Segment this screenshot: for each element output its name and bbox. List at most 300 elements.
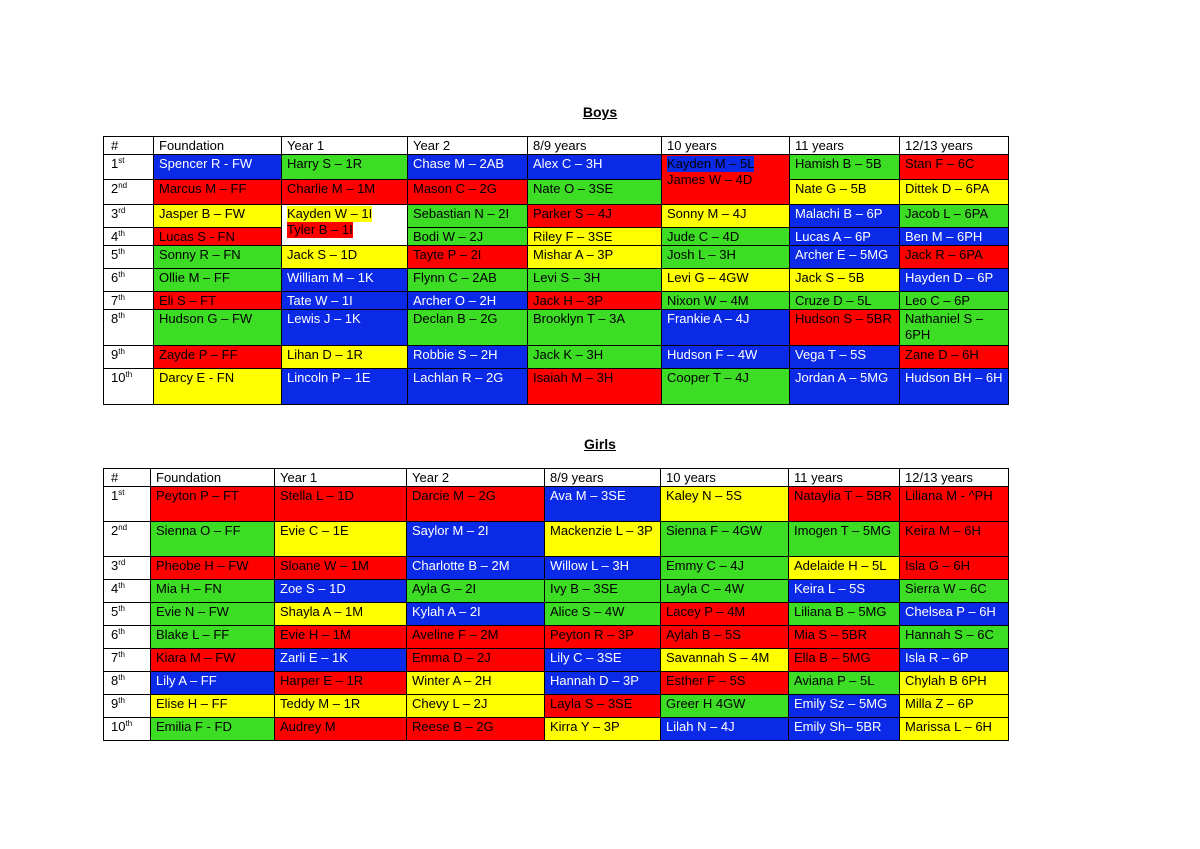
student-name: Aylah B – 5S: [666, 627, 741, 642]
student-name: Frankie A – 4J: [667, 311, 750, 326]
student-cell: [282, 292, 408, 310]
column-header: 11 years: [789, 469, 900, 487]
student-cell: [282, 310, 408, 346]
student-name: Levi G – 4GW: [667, 270, 749, 285]
student-cell: [408, 246, 528, 269]
student-name: Jacob L – 6PA: [905, 206, 989, 221]
student-cell: [407, 603, 545, 626]
column-header: Year 2: [408, 137, 528, 155]
student-name: Jack S – 5B: [795, 270, 865, 285]
student-name: Jordan A – 5MG: [795, 370, 889, 385]
student-cell: [662, 155, 790, 205]
student-name: Isaiah M – 3H: [533, 370, 614, 385]
student-name: Lucas A – 6P: [795, 229, 871, 244]
student-cell: [528, 310, 662, 346]
rank-cell: [104, 603, 151, 626]
student-name: Savannah S – 4M: [666, 650, 770, 665]
student-cell: [407, 695, 545, 718]
table-row: [104, 228, 1009, 246]
student-cell: [900, 310, 1009, 346]
student-cell: [900, 522, 1009, 557]
student-name: Lily A – FF: [156, 673, 217, 688]
student-name: Aviana P – 5L: [794, 673, 875, 688]
student-name: Chase M – 2AB: [413, 156, 505, 171]
student-cell: [407, 557, 545, 580]
rank-suffix: th: [118, 696, 125, 705]
student-name: Lachlan R – 2G: [413, 370, 504, 385]
student-cell: [900, 487, 1009, 522]
student-name: James W – 4D: [667, 172, 753, 187]
boys-title: Boys: [582, 104, 618, 120]
student-cell: [661, 649, 789, 672]
student-name: Alice S – 4W: [550, 604, 625, 619]
rank-number: 2: [111, 523, 119, 538]
student-name: Keira M – 6H: [905, 523, 981, 538]
student-name: Kylah A – 2I: [412, 604, 481, 619]
student-cell: [154, 246, 282, 269]
rank-number: 1: [111, 488, 119, 503]
rank-cell: [104, 487, 151, 522]
student-name: Mia S – 5BR: [794, 627, 867, 642]
student-cell: [408, 180, 528, 205]
student-name: Layla C – 4W: [666, 581, 745, 596]
student-cell: [151, 626, 275, 649]
student-cell: [151, 672, 275, 695]
rank-suffix: th: [125, 719, 133, 728]
student-cell: [790, 346, 900, 369]
student-name: Tate W – 1I: [287, 293, 353, 308]
student-name: Cooper T – 4J: [667, 370, 749, 385]
student-name: Darcie M – 2G: [412, 488, 496, 503]
student-cell: [790, 310, 900, 346]
student-name: Flynn C – 2AB: [413, 270, 497, 285]
rank-cell: [104, 718, 151, 741]
column-header: 12/13 years: [900, 137, 1009, 155]
student-name: Zayde P – FF: [159, 347, 238, 362]
rank-number: 4: [111, 229, 119, 244]
column-header: 8/9 years: [545, 469, 661, 487]
student-cell: [661, 487, 789, 522]
student-name: Sienna F – 4GW: [666, 523, 763, 538]
student-name: Hudson S – 5BR: [795, 311, 892, 326]
student-cell: [528, 205, 662, 228]
student-name: Ava M – 3SE: [550, 488, 626, 503]
column-header: Foundation: [151, 469, 275, 487]
student-cell: [275, 522, 407, 557]
student-name: Emily Sz – 5MG: [794, 696, 888, 711]
rank-number: 6: [111, 270, 119, 285]
rank-suffix: th: [118, 581, 125, 590]
student-cell: [154, 205, 282, 228]
student-name: Spencer R - FW: [159, 156, 253, 171]
student-name: Jasper B – FW: [159, 206, 245, 221]
student-cell: [789, 649, 900, 672]
student-cell: [151, 522, 275, 557]
column-header: #: [104, 469, 151, 487]
student-name: Tyler B – 1I: [287, 222, 353, 237]
student-cell: [528, 292, 662, 310]
rank-number: 7: [111, 650, 119, 665]
student-name: Aveline F – 2M: [412, 627, 499, 642]
student-cell: [545, 626, 661, 649]
student-cell: [790, 205, 900, 228]
rank-number: 2: [111, 181, 119, 196]
student-cell: [154, 310, 282, 346]
column-header: 11 years: [790, 137, 900, 155]
student-cell: [789, 580, 900, 603]
student-cell: [528, 228, 662, 246]
rank-cell: [104, 292, 154, 310]
student-cell: [662, 269, 790, 292]
student-cell: [545, 603, 661, 626]
rank-number: 8: [111, 673, 119, 688]
student-name: Vega T – 5S: [795, 347, 867, 362]
table-row: [104, 649, 1009, 672]
student-cell: [282, 346, 408, 369]
student-name: Sonny R – FN: [159, 247, 241, 262]
student-name: Archer O – 2H: [413, 293, 497, 308]
student-cell: [661, 718, 789, 741]
column-header: Year 2: [407, 469, 545, 487]
rank-number: 5: [111, 247, 119, 262]
student-name: Lewis J – 1K: [287, 311, 361, 326]
rank-cell: [104, 522, 151, 557]
rank-suffix: th: [118, 270, 125, 279]
student-cell: [407, 522, 545, 557]
boys-table: [103, 136, 1009, 405]
student-cell: [662, 205, 790, 228]
student-cell: [545, 695, 661, 718]
rank-suffix: nd: [118, 523, 128, 532]
table-row: [104, 346, 1009, 369]
student-cell: [789, 603, 900, 626]
student-name: Marcus M – FF: [159, 181, 247, 196]
student-name: Mason C – 2G: [413, 181, 497, 196]
student-cell: [900, 269, 1009, 292]
student-cell: [900, 180, 1009, 205]
student-cell: [661, 603, 789, 626]
student-name: Kayden M – 5L: [667, 156, 755, 171]
student-name: Reese B – 2G: [412, 719, 494, 734]
student-name: Emma D – 2J: [412, 650, 491, 665]
table-row: [104, 603, 1009, 626]
rank-suffix: st: [118, 488, 125, 497]
rank-cell: [104, 580, 151, 603]
student-name: Jude C – 4D: [667, 229, 740, 244]
student-name: Jack H – 3P: [533, 293, 604, 308]
student-name: Blake L – FF: [156, 627, 230, 642]
table-row: [104, 626, 1009, 649]
rank-cell: [104, 180, 154, 205]
student-name: Parker S – 4J: [533, 206, 612, 221]
student-cell: [900, 228, 1009, 246]
student-name: Nate O – 3SE: [533, 181, 614, 196]
student-name: Nixon W – 4M: [667, 293, 749, 308]
student-name: Hudson G – FW: [159, 311, 253, 326]
student-cell: [790, 180, 900, 205]
student-name: Marissa L – 6H: [905, 719, 992, 734]
student-name: Ivy B – 3SE: [550, 581, 618, 596]
student-name: Sierra W – 6C: [905, 581, 987, 596]
student-name: Keira L – 5S: [794, 581, 866, 596]
rank-suffix: th: [118, 247, 125, 256]
rank-number: 5: [111, 604, 119, 619]
rank-suffix: rd: [118, 558, 126, 567]
student-name: Dittek D – 6PA: [905, 181, 990, 196]
student-name: Teddy M – 1R: [280, 696, 361, 711]
student-name: Layla S – 3SE: [550, 696, 633, 711]
rank-cell: [104, 310, 154, 346]
student-cell: [408, 292, 528, 310]
student-cell: [407, 718, 545, 741]
table-row: [104, 718, 1009, 741]
student-cell: [275, 695, 407, 718]
student-name: Hudson F – 4W: [667, 347, 758, 362]
student-name: Malachi B – 6P: [795, 206, 883, 221]
student-cell: [790, 228, 900, 246]
student-name: Isla G – 6H: [905, 558, 971, 573]
student-cell: [790, 155, 900, 180]
rank-number: 3: [111, 206, 119, 221]
student-cell: [789, 557, 900, 580]
student-name: William M – 1K: [287, 270, 374, 285]
student-cell: [407, 672, 545, 695]
student-name: Jack R – 6PA: [905, 247, 983, 262]
student-cell: [662, 346, 790, 369]
column-header: Foundation: [154, 137, 282, 155]
student-name: Ayla G – 2I: [412, 581, 477, 596]
student-cell: [900, 557, 1009, 580]
student-cell: [528, 180, 662, 205]
rank-cell: [104, 205, 154, 228]
student-cell: [900, 346, 1009, 369]
student-cell: [275, 557, 407, 580]
table-row: [104, 695, 1009, 718]
student-cell: [900, 672, 1009, 695]
student-name: Esther F – 5S: [666, 673, 746, 688]
student-name: Charlotte B – 2M: [412, 558, 510, 573]
student-cell: [662, 246, 790, 269]
table-row: [104, 310, 1009, 346]
student-name: Imogen T – 5MG: [794, 523, 892, 538]
student-cell: [275, 487, 407, 522]
rank-suffix: nd: [118, 181, 128, 190]
student-name: Hudson BH – 6H: [905, 370, 1003, 385]
student-name: Evie N – FW: [156, 604, 229, 619]
student-cell: [790, 269, 900, 292]
girls-header-row: [104, 469, 1009, 487]
column-header: #: [104, 137, 154, 155]
student-cell: [408, 346, 528, 369]
student-name: Ben M – 6PH: [905, 229, 983, 244]
student-name: Alex C – 3H: [533, 156, 603, 171]
rank-suffix: st: [118, 156, 125, 165]
table-row: [104, 580, 1009, 603]
student-name: Greer H 4GW: [666, 696, 746, 711]
student-name: Willow L – 3H: [550, 558, 629, 573]
student-name: Ella B – 5MG: [794, 650, 871, 665]
student-cell: [545, 580, 661, 603]
rank-cell: [104, 246, 154, 269]
student-cell: [154, 292, 282, 310]
student-cell: [275, 626, 407, 649]
student-cell: [662, 310, 790, 346]
rank-number: 7: [111, 293, 119, 308]
student-name: Robbie S – 2H: [413, 347, 498, 362]
rank-suffix: th: [118, 311, 125, 320]
student-cell: [789, 626, 900, 649]
student-cell: [662, 228, 790, 246]
student-cell: [790, 369, 900, 405]
student-cell: [154, 346, 282, 369]
student-name: Emilia F - FD: [156, 719, 232, 734]
student-cell: [662, 369, 790, 405]
student-cell: [545, 557, 661, 580]
student-name: Lilah N – 4J: [666, 719, 735, 734]
rank-cell: [104, 269, 154, 292]
rank-suffix: th: [118, 650, 125, 659]
rank-cell: [104, 346, 154, 369]
student-name: Sienna O – FF: [156, 523, 241, 538]
rank-number: 9: [111, 347, 119, 362]
rank-suffix: th: [118, 293, 125, 302]
student-cell: [900, 695, 1009, 718]
student-cell: [661, 522, 789, 557]
table-row: [104, 269, 1009, 292]
student-name: Liliana B – 5MG: [794, 604, 887, 619]
student-cell: [151, 695, 275, 718]
table-row: [104, 557, 1009, 580]
student-cell: [545, 718, 661, 741]
girls-table: [103, 468, 1009, 741]
rank-number: 10: [111, 370, 126, 385]
column-header: 10 years: [662, 137, 790, 155]
student-cell: [900, 369, 1009, 405]
table-row: [104, 487, 1009, 522]
student-name: Archer E – 5MG: [795, 247, 889, 262]
student-cell: [790, 246, 900, 269]
student-name: Adelaide H – 5L: [794, 558, 887, 573]
student-name: Lucas S - FN: [159, 229, 235, 244]
student-cell: [528, 369, 662, 405]
rank-suffix: th: [125, 370, 133, 379]
student-cell: [662, 292, 790, 310]
rank-suffix: th: [118, 347, 125, 356]
student-name: Bodi W – 2J: [413, 229, 484, 244]
column-header: Year 1: [275, 469, 407, 487]
column-header: Year 1: [282, 137, 408, 155]
student-cell: [661, 626, 789, 649]
student-name: Mishar A – 3P: [533, 247, 614, 262]
rank-cell: [104, 228, 154, 246]
student-cell: [408, 205, 528, 228]
student-cell: [545, 649, 661, 672]
student-cell: [151, 580, 275, 603]
student-cell: [275, 718, 407, 741]
student-name: Winter A – 2H: [412, 673, 492, 688]
student-name: Tayte P – 2I: [413, 247, 482, 262]
student-cell: [789, 672, 900, 695]
student-name: Riley F – 3SE: [533, 229, 613, 244]
table-row: [104, 180, 1009, 205]
student-name: Nataylia T – 5BR: [794, 488, 892, 503]
student-cell: [900, 649, 1009, 672]
student-name: Hayden D – 6P: [905, 270, 994, 285]
table-row: [104, 522, 1009, 557]
rank-cell: [104, 369, 154, 405]
column-header: 8/9 years: [528, 137, 662, 155]
student-cell: [408, 310, 528, 346]
student-cell: [151, 487, 275, 522]
student-name: Elise H – FF: [156, 696, 228, 711]
student-cell: [282, 205, 408, 246]
student-cell: [900, 205, 1009, 228]
student-name: Stella L – 1D: [280, 488, 354, 503]
student-cell: [407, 580, 545, 603]
student-name: Chelsea P – 6H: [905, 604, 996, 619]
student-name: Peyton P – FT: [156, 488, 239, 503]
student-cell: [275, 580, 407, 603]
student-cell: [408, 228, 528, 246]
student-cell: [900, 718, 1009, 741]
student-name: Harry S – 1R: [287, 156, 363, 171]
student-name: Nathaniel S – 6PH: [905, 311, 984, 342]
table-row: [104, 672, 1009, 695]
student-name: Milla Z – 6P: [905, 696, 974, 711]
student-cell: [154, 180, 282, 205]
student-name: Shayla A – 1M: [280, 604, 364, 619]
student-cell: [154, 269, 282, 292]
student-cell: [407, 649, 545, 672]
student-name: Cruze D – 5L: [795, 293, 872, 308]
girls-title: Girls: [584, 436, 616, 452]
student-name: Levi S – 3H: [533, 270, 601, 285]
student-cell: [407, 626, 545, 649]
student-name: Nate G – 5B: [795, 181, 867, 196]
student-cell: [151, 603, 275, 626]
student-cell: [545, 672, 661, 695]
student-name: Charlie M – 1M: [287, 181, 376, 196]
student-name: Lihan D – 1R: [287, 347, 363, 362]
student-name: Declan B – 2G: [413, 311, 498, 326]
student-name: Sebastian N – 2I: [413, 206, 510, 221]
rank-suffix: th: [118, 229, 125, 238]
rank-cell: [104, 626, 151, 649]
student-cell: [790, 292, 900, 310]
student-cell: [408, 155, 528, 180]
student-cell: [407, 487, 545, 522]
student-name: Zane D – 6H: [905, 347, 979, 362]
student-cell: [528, 246, 662, 269]
table-row: [104, 246, 1009, 269]
student-cell: [789, 487, 900, 522]
student-cell: [528, 155, 662, 180]
student-cell: [154, 155, 282, 180]
student-cell: [151, 649, 275, 672]
rank-cell: [104, 695, 151, 718]
student-name: Saylor M – 2I: [412, 523, 489, 538]
student-name: Lily C – 3SE: [550, 650, 622, 665]
boys-header-row: [104, 137, 1009, 155]
student-name: Lacey P – 4M: [666, 604, 746, 619]
student-cell: [545, 522, 661, 557]
student-name: Darcy E - FN: [159, 370, 235, 385]
rank-cell: [104, 557, 151, 580]
student-cell: [275, 603, 407, 626]
student-name: Peyton R – 3P: [550, 627, 634, 642]
student-cell: [900, 292, 1009, 310]
student-cell: [282, 246, 408, 269]
